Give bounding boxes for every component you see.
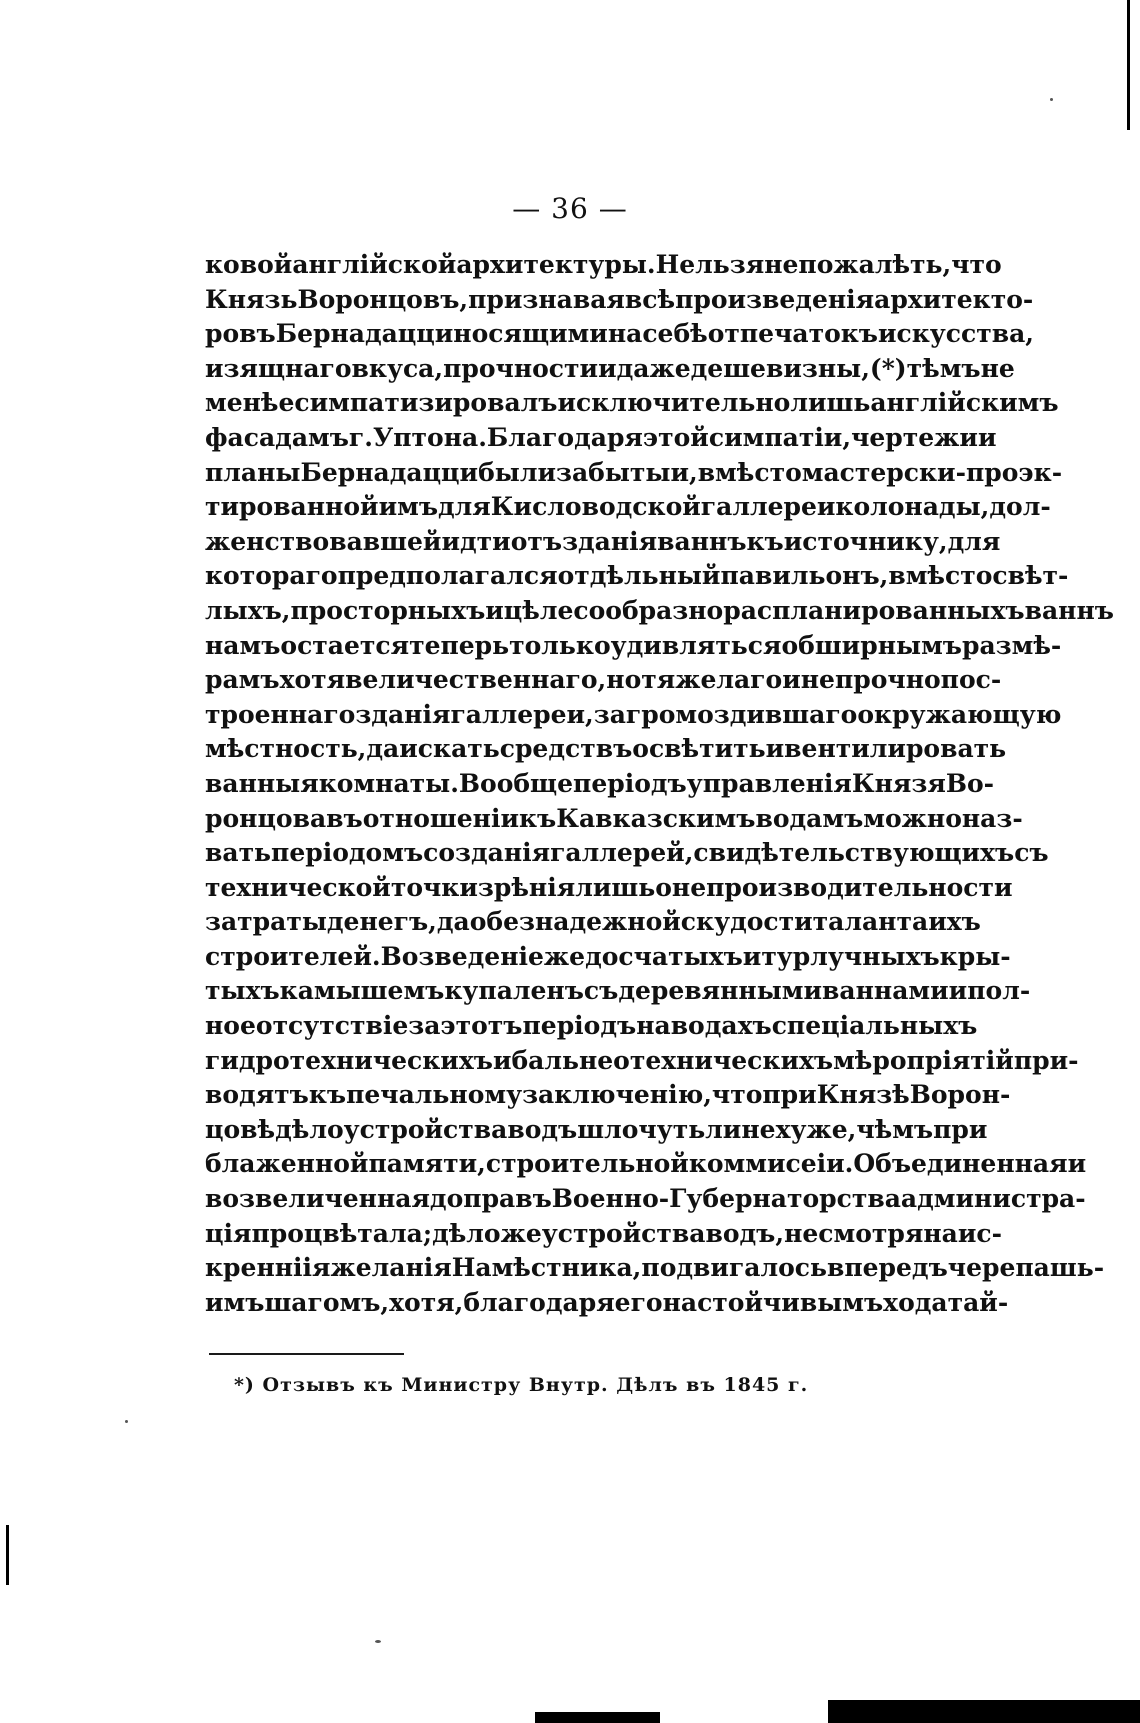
- scan-bottom-bar-right: [828, 1700, 1140, 1723]
- text-line: намъ остается теперь только удивляться обширнымъ размѣ-: [205, 630, 1062, 660]
- text-line: водятъ къ печальному заключенію, что при Князѣ Ворон-: [205, 1080, 1011, 1110]
- scan-dot: [375, 1640, 381, 1643]
- text-line: мѣстность, да искать средствъ освѣтить и вентилировать: [205, 734, 1007, 764]
- page-number: — 36 —: [512, 192, 628, 225]
- text-line: фасадамъ г. Уптона. Благодаря этой симпатіи, чертежи и: [205, 422, 997, 452]
- text-line: Князь Воронцовъ, признавая всѣ произведенія архитекто-: [205, 284, 1034, 314]
- text-line: котораго предполагался отдѣльный павильонъ, вмѣсто свѣт-: [205, 561, 1069, 591]
- text-line: тыхъ камышемъ купаленъ съ деревянными ваннами и пол-: [205, 976, 1031, 1006]
- scan-dot: [125, 1420, 128, 1423]
- text-line: цовѣ дѣло устройства водъ шло чуть ли не хуже, чѣмъ при: [205, 1114, 988, 1144]
- scan-edge-mark-left: [6, 1525, 9, 1585]
- scan-bottom-bar-center: [535, 1712, 660, 1723]
- text-line: кренніія желанія Намѣстника, подвигалось впередъ черепашь-: [205, 1253, 1105, 1283]
- text-line: технической точки зрѣнія лишь о непроизводительности: [205, 872, 1013, 902]
- text-line: ронцова въ отношеніи къ Кавказскимъ водамъ можно наз-: [205, 803, 1023, 833]
- text-line: имъ шагомъ, хотя, благодаря его настойчивымъ ходатай-: [205, 1287, 1009, 1317]
- text-line: троеннаго зданія галлереи, загромоздившаго окружающую: [205, 699, 1062, 729]
- text-line: вать періодомъ созданія галлерей, свидѣтельствующихъ съ: [205, 838, 1049, 868]
- text-line: затраты денегъ, да о безнадежной скудости таланта ихъ: [205, 907, 981, 937]
- text-line: лыхъ, просторныхъ и цѣлесообразно распланированныхъ ваннъ: [205, 595, 1114, 625]
- text-line: планы Бернадацци были забыты и, вмѣсто мастерски-проэк-: [205, 457, 1063, 487]
- text-line: женствовавшей идти отъ зданія ваннъ къ источнику, для: [205, 526, 1001, 556]
- text-line: блаженной памяти, строительной коммисеіи. Объединенная и: [205, 1149, 1087, 1179]
- text-line: ровъ Бернадацци носящими на себѣ отпечатокъ искусства,: [205, 319, 1035, 349]
- text-line: ція процвѣтала; дѣло же устройства водъ, не смотря на ис-: [205, 1218, 1002, 1248]
- text-line: ное отсутствіе за этотъ періодъ на водахъ спеціальныхъ: [205, 1011, 978, 1041]
- text-line: строителей. Возведеніе же досчатыхъ и турлучныхъ кры-: [205, 941, 1011, 971]
- body-text: [205, 248, 1114, 1320]
- footnote-separator: [209, 1353, 404, 1355]
- scan-dot: [1050, 98, 1053, 101]
- text-line: менѣе симпатизировалъ исключительно лишь англійскимъ: [205, 388, 1059, 418]
- text-line: изящнаго вкуса, прочности и даже дешевизны, (*) тѣмъ не: [205, 353, 1015, 383]
- scan-edge-mark-top-right: [1127, 0, 1130, 130]
- text-line: ванныя комнаты. Вообще періодъ управленія Князя Во-: [205, 768, 995, 798]
- text-line: ковой англійской архитектуры. Нельзя не пожалѣть, что: [205, 250, 1002, 279]
- text-line: гидротехническихъ и бальнеотехническихъ мѣропріятій при-: [205, 1045, 1079, 1075]
- text-line: возвеличенная до правъ Военно-Губернаторства администра-: [205, 1184, 1086, 1214]
- text-line: рамъ хотя величественнаго, но тяжелаго и непрочно пос-: [205, 665, 1002, 695]
- footnote: *) Отзывъ къ Министру Внутр. Дѣлъ въ 1845 г.: [234, 1374, 809, 1396]
- text-line: тированной имъ для Кисловодской галлереи колонады, дол-: [205, 492, 1051, 522]
